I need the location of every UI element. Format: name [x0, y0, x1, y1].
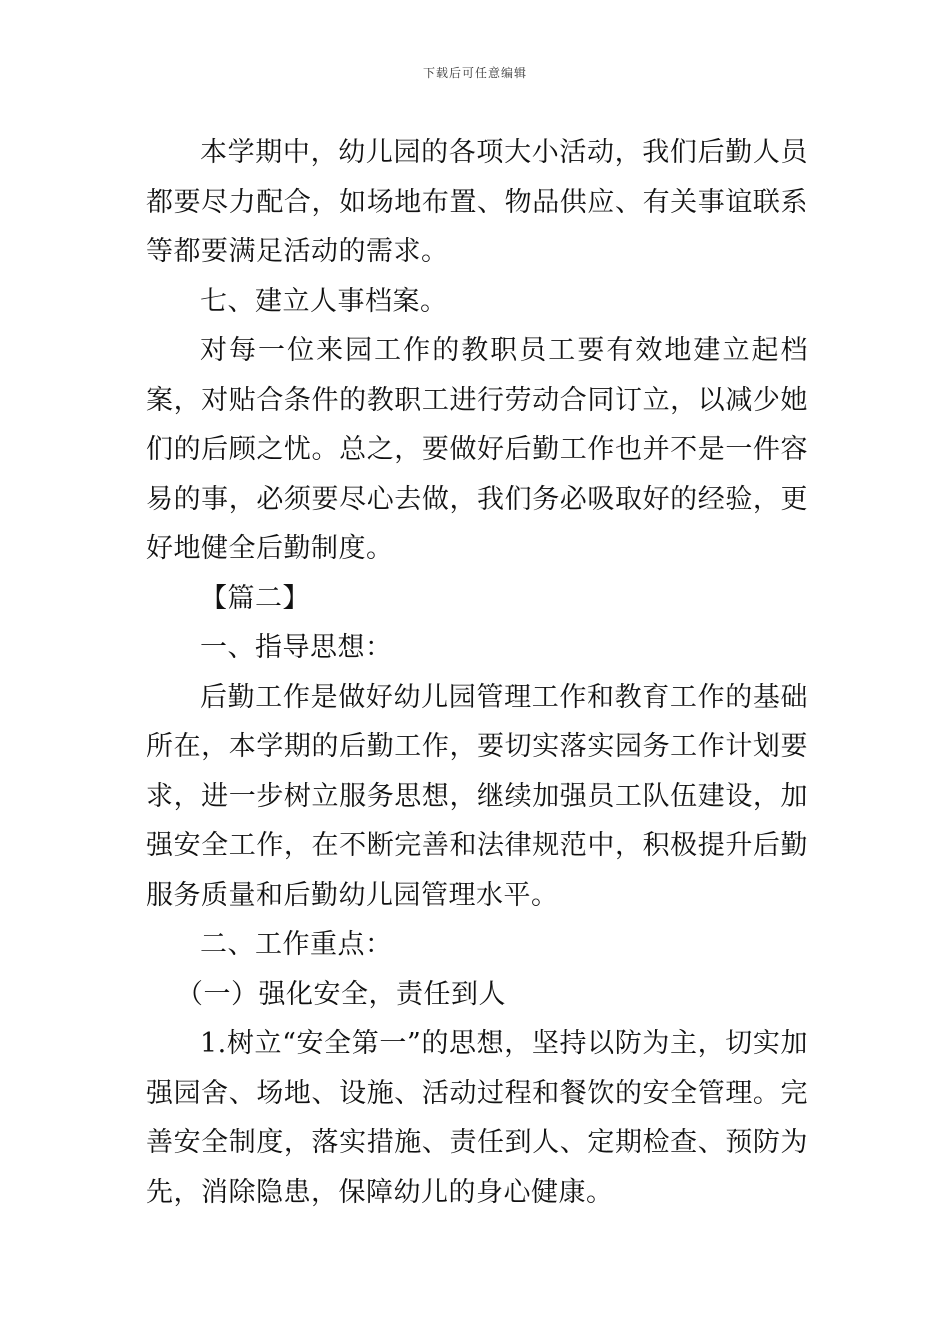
paragraph-safety-item-1: 1.树立“安全第一”的思想，坚持以防为主，切实加强园舍、场地、设施、活动过程和餐饮的安全管理。完善安全制度，落实措施、责任到人、定期检查、预防为先，消除隐患，保障幼儿的身心健康。 [146, 1028, 808, 1208]
paragraph-activity-support: 本学期中，幼儿园的各项大小活动，我们后勤人员都要尽力配合，如场地布置、物品供应、有关事谊联系等都要满足活动的需求。 [146, 137, 808, 267]
subsection-heading-safety: （一）强化安全，责任到人 [176, 978, 506, 1010]
section-heading-guiding-ideology: 一、指导思想： [200, 632, 393, 663]
part-heading-two: 【篇二】 [200, 582, 310, 614]
paragraph-personnel-files: 对每一位来园工作的教职员工要有效地建立起档案，对贴合条件的教职工进行劳动合同订立，以减少她们的后顾之忧。总之，要做好后勤工作也并不是一件容易的事，必须要尽心去做，我们务必吸取好的经验，更好地健全后勤制度。 [146, 335, 808, 564]
page-header-note: 下载后可任意编辑 [422, 66, 527, 80]
paragraph-guiding-ideology: 后勤工作是做好幼儿园管理工作和教育工作的基础所在，本学期的后勤工作，要切实落实园务工作计划要求，进一步树立服务思想，继续加强员工队伍建设，加强安全工作，在不断完善和法律规范中，积极提升后勤服务质量和后勤幼儿园管理水平。 [146, 681, 808, 911]
section-heading-personnel-files: 七、建立人事档案。 [200, 285, 448, 317]
section-heading-work-focus: 二、工作重点： [200, 929, 393, 960]
document-body [146, 128, 808, 1217]
